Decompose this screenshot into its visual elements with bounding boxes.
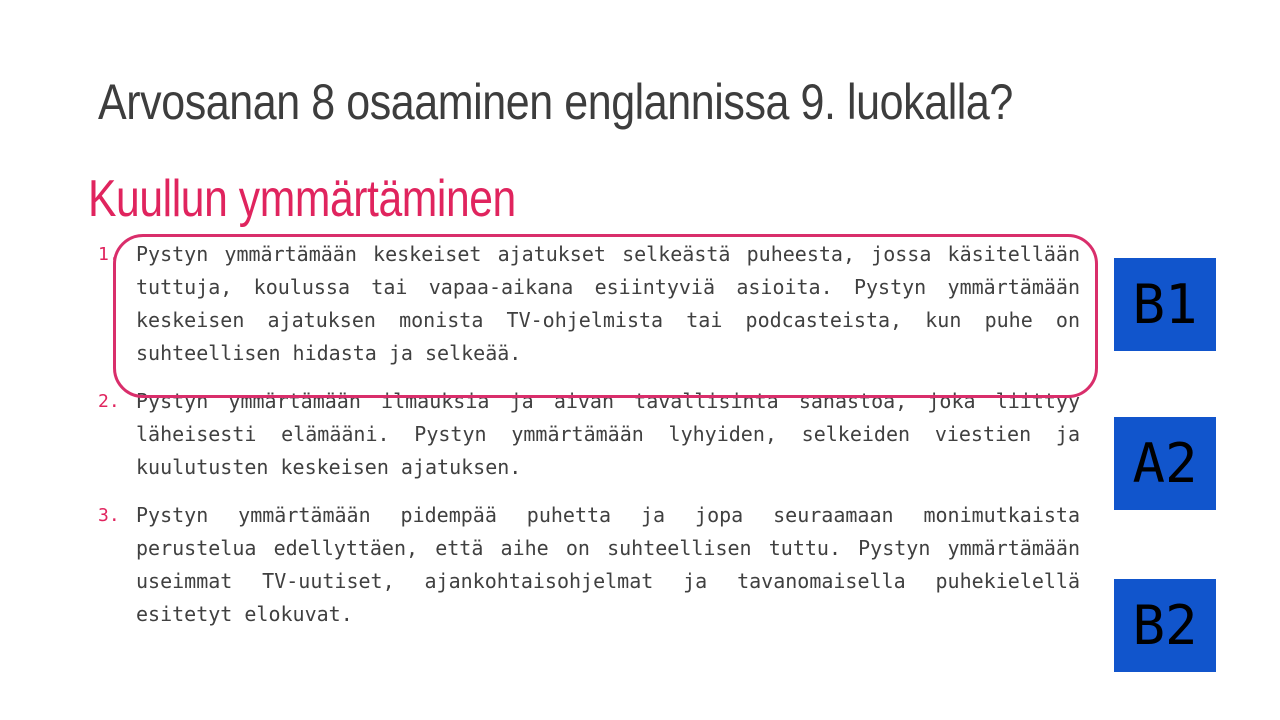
criteria-list xyxy=(96,238,1080,646)
criteria-item-1 xyxy=(96,238,1080,370)
slide-title: Arvosanan 8 osaaminen englannissa 9. luokalla? xyxy=(98,74,1013,130)
criteria-text: Pystyn ymmärtämään ilmauksia ja aivan tavallisinta sanastoa, joka liittyy läheisesti elämääni. Pystyn ymmärtämään lyhyiden, selkeiden viestien ja kuulutusten keskeisen ajatuksen. xyxy=(136,389,1080,479)
criteria-number: 2. xyxy=(98,391,120,412)
criteria-number: 3. xyxy=(98,505,120,526)
criteria-text: Pystyn ymmärtämään keskeiset ajatukset selkeästä puheesta, jossa käsitellään tuttuja, koulussa tai vapaa-aikana esiintyviä asioita. Pystyn ymmärtämään keskeisen ajatuksen monista TV-ohjelmista tai podcasteista, kun puhe on suhteellisen hidasta ja selkeää. xyxy=(136,242,1080,365)
section-heading: Kuullun ymmärtäminen xyxy=(88,170,516,228)
level-badge-b1: B1 xyxy=(1114,258,1216,351)
level-badge-b2: B2 xyxy=(1114,579,1216,672)
criteria-text: Pystyn ymmärtämään pidempää puhetta ja jopa seuraamaan monimutkaista perustelua edellyttäen, että aihe on suhteellisen tuttu. Pystyn ymmärtämään useimmat TV-uutiset, ajankohtaisohjelmat ja tavanomaisella puhekielellä esitetyt elokuvat. xyxy=(136,503,1080,626)
criteria-number: 1. xyxy=(98,244,120,265)
criteria-item-2 xyxy=(96,385,1080,484)
level-badge-a2: A2 xyxy=(1114,417,1216,510)
criteria-item-3 xyxy=(96,499,1080,631)
